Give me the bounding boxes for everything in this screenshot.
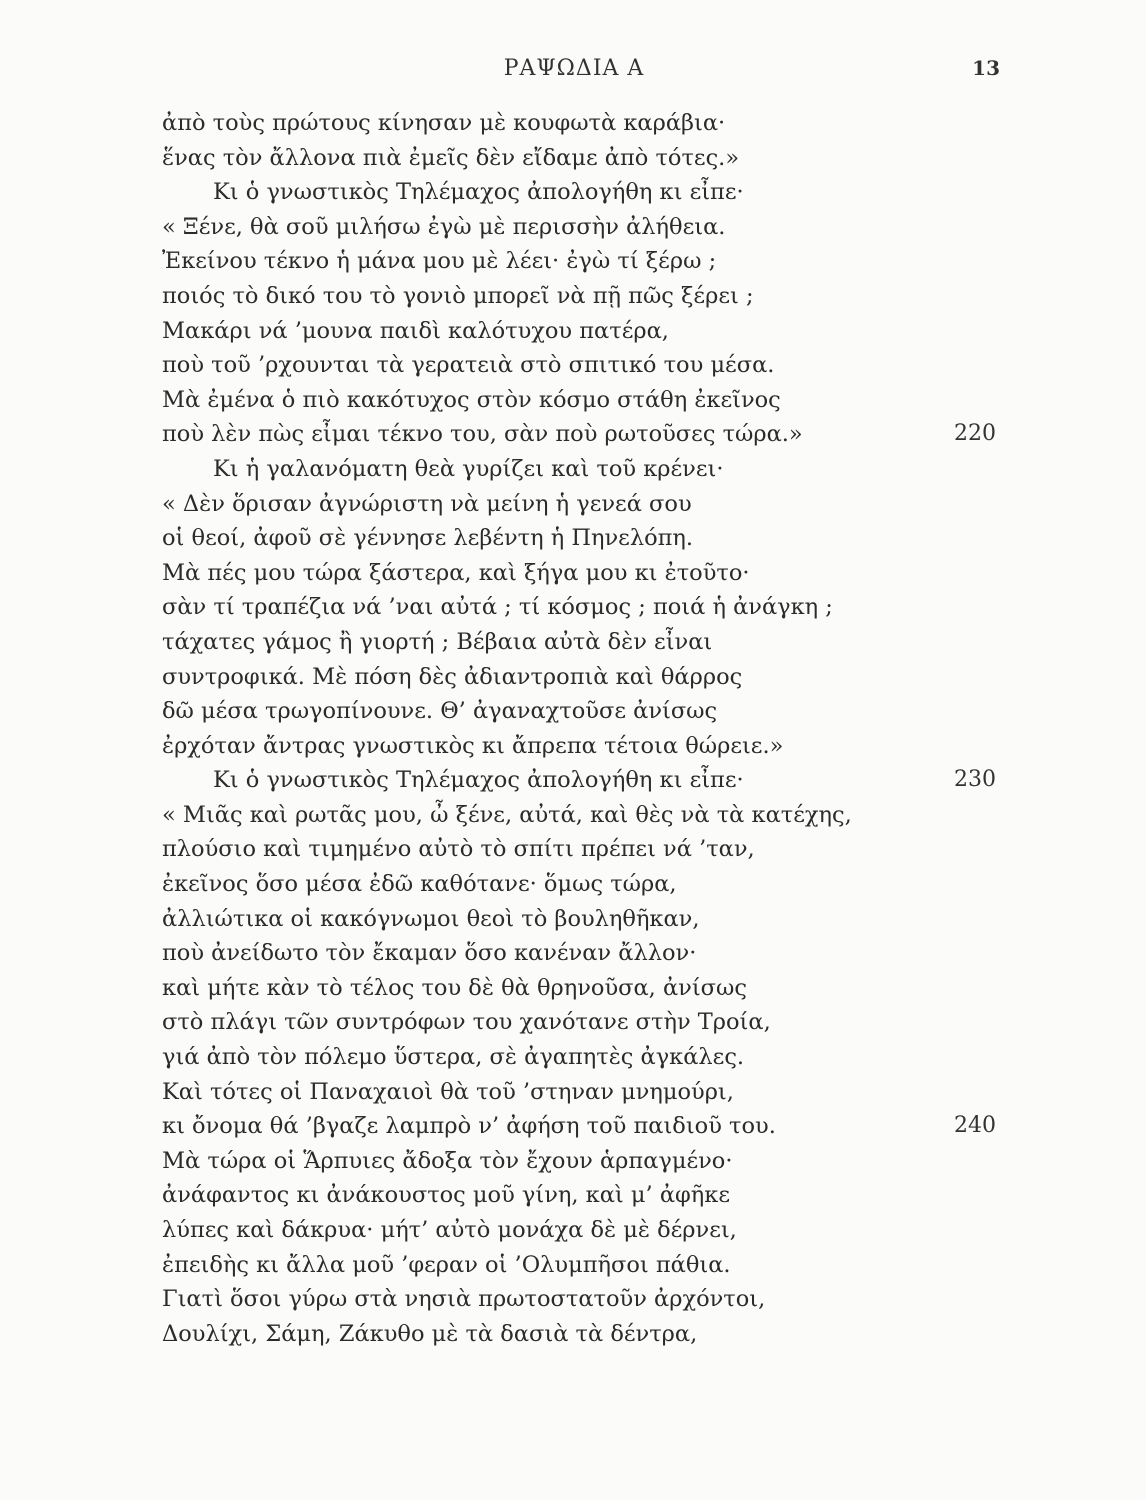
verse-line	[0, 832, 1146, 867]
verse-line	[0, 106, 1146, 141]
verse-text: « Ξένε, θὰ σοῦ μιλήσω ἐγὼ μὲ περισσὴν ἀλήθεια.	[162, 213, 726, 240]
verse-line	[0, 1317, 1146, 1352]
verse-line	[0, 763, 1146, 798]
verse-line	[0, 1075, 1146, 1110]
line-number: 230	[954, 767, 996, 793]
verse-text: ἀνάφαντος κι ἀνάκουστος μοῦ γίνη, καὶ μ’ ἀφῆκε	[162, 1182, 730, 1209]
verse-line	[0, 175, 1146, 210]
verse-text: ποὺ ἀνείδωτο τὸν ἔκαμαν ὅσο κανέναν ἄλλον·	[162, 940, 697, 967]
line-number: 220	[954, 421, 996, 447]
running-title: ΡΑΨΩΔΙΑ Α	[503, 56, 645, 81]
verse-line	[0, 556, 1146, 591]
verse-block	[0, 106, 1146, 1351]
verse-text: Κι ἡ γαλανόματη θεὰ γυρίζει καὶ τοῦ κρένει·	[213, 455, 724, 482]
verse-line	[0, 936, 1146, 971]
verse-text: ἐπειδὴς κι ἄλλα μοῦ ’φεραν οἱ ’Ολυμπῆσοι πάθια.	[162, 1251, 731, 1278]
verse-text: σὰν τί τραπέζια νά ’ναι αὐτά ; τί κόσμος ; ποιά ἡ ἀνάγκη ;	[162, 594, 833, 621]
verse-text: στὸ πλάγι τῶν συντρόφων του χανότανε στὴν Τροία,	[162, 1009, 771, 1036]
verse-line	[0, 1040, 1146, 1075]
verse-text: Μὰ ἐμένα ὁ πιὸ κακότυχος στὸν κόσμο στάθη ἐκεῖνος	[162, 386, 781, 413]
verse-line	[0, 971, 1146, 1006]
verse-line	[0, 694, 1146, 729]
verse-text: « Μιᾶς καὶ ρωτᾶς μου, ὦ ξένε, αὐτά, καὶ θὲς νὰ τὰ κατέχης,	[162, 801, 852, 828]
verse-line	[0, 210, 1146, 245]
verse-line	[0, 487, 1146, 522]
verse-line	[0, 452, 1146, 487]
verse-line	[0, 729, 1146, 764]
verse-text: Κι ὁ γνωστικὸς Τηλέμαχος ἀπολογήθη κι εἶπε·	[213, 179, 744, 206]
verse-line	[0, 867, 1146, 902]
verse-text: Μὰ πές μου τώρα ξάστερα, καὶ ξήγα μου κι ἐτοῦτο·	[162, 559, 750, 586]
verse-text: καὶ μήτε κὰν τὸ τέλος του δὲ θὰ θρηνοῦσα, ἀνίσως	[162, 974, 747, 1001]
verse-line	[0, 660, 1146, 695]
verse-text: γιά ἀπὸ τὸν πόλεμο ὕστερα, σὲ ἀγαπητὲς ἀγκάλες.	[162, 1044, 745, 1071]
verse-text: Καὶ τότες οἱ Παναχαιοὶ θὰ τοῦ ’στηναν μνημούρι,	[162, 1078, 734, 1105]
verse-text: τάχατες γάμος ἢ γιορτή ; Βέβαια αὐτὰ δὲν εἶναι	[162, 628, 713, 655]
verse-text: οἱ θεοί, ἀφοῦ σὲ γέννησε λεβέντη ἡ Πηνελόπη.	[162, 525, 694, 552]
verse-text: ἕνας τὸν ἄλλονα πιὰ ἐμεῖς δὲν εἴδαμε ἀπὸ τότες.»	[162, 144, 740, 171]
verse-text: « Δὲν ὅρισαν ἀγνώριστη νὰ μείνη ἡ γενεά σου	[162, 490, 692, 517]
verse-line	[0, 141, 1146, 176]
verse-text: ἀλλιώτικα οἱ κακόγνωμοι θεοὶ τὸ βουληθῆκαν,	[162, 905, 700, 932]
verse-line	[0, 1005, 1146, 1040]
verse-text: κι ὄνομα θά ’βγαζε λαμπρὸ ν’ ἀφήση τοῦ παιδιοῦ του.	[162, 1113, 776, 1140]
verse-text: Δουλίχι, Σάμη, Ζάκυθο μὲ τὰ δασιὰ τὰ δέντρα,	[162, 1320, 698, 1347]
verse-line	[0, 590, 1146, 625]
line-number: 240	[954, 1113, 996, 1139]
verse-text: ποιός τὸ δικό του τὸ γονιὸ μπορεῖ νὰ πῇ πῶς ξέρει ;	[162, 282, 754, 309]
verse-text: λύπες καὶ δάκρυα· μήτ’ αὐτὸ μονάχα δὲ μὲ δέρνει,	[162, 1217, 737, 1243]
verse-line	[0, 1282, 1146, 1317]
running-head	[0, 54, 1146, 84]
verse-line	[0, 1213, 1146, 1248]
verse-text: Μακάρι νά ’μουνα παιδὶ καλότυχου πατέρα,	[162, 317, 669, 344]
verse-line	[0, 348, 1146, 383]
verse-line	[0, 244, 1146, 279]
verse-text: Ἐκείνου τέκνο ἡ μάνα μου μὲ λέει· ἐγὼ τί ξέρω ;	[162, 248, 717, 275]
verse-line	[0, 902, 1146, 937]
page-number: 13	[972, 56, 1000, 80]
verse-text: συντροφικά. Μὲ πόση δὲς ἀδιαντροπιὰ καὶ θάρρος	[162, 663, 743, 690]
verse-text: Μὰ τώρα οἱ Ἅρπυιες ἄδοξα τὸν ἔχουν ἁρπαγμένο·	[162, 1147, 733, 1174]
verse-text: ἐκεῖνος ὅσο μέσα ἐδῶ καθότανε· ὅμως τώρα,	[162, 871, 677, 898]
verse-line	[0, 625, 1146, 660]
verse-line	[0, 1109, 1146, 1144]
verse-line	[0, 314, 1146, 349]
verse-text: ἐρχόταν ἄντρας γνωστικὸς κι ἄπρεπα τέτοια θώρειε.»	[162, 732, 784, 759]
verse-line	[0, 1178, 1146, 1213]
verse-line	[0, 383, 1146, 418]
verse-text: ἀπὸ τοὺς πρώτους κίνησαν μὲ κουφωτὰ καράβια·	[162, 110, 726, 136]
verse-line	[0, 1144, 1146, 1179]
verse-text: ποὺ τοῦ ’ρχουνται τὰ γερατειὰ στὸ σπιτικό του μέσα.	[162, 352, 775, 379]
verse-line	[0, 798, 1146, 833]
verse-line	[0, 1248, 1146, 1283]
verse-line	[0, 417, 1146, 452]
verse-line	[0, 279, 1146, 314]
verse-text: Κι ὁ γνωστικὸς Τηλέμαχος ἀπολογήθη κι εἶπε·	[213, 767, 744, 794]
verse-text: ποὺ λὲν πὼς εἶμαι τέκνο του, σὰν ποὺ ρωτοῦσες τώρα.»	[162, 421, 803, 448]
verse-text: Γιατὶ ὅσοι γύρω στὰ νησιὰ πρωτοστατοῦν ἀρχόντοι,	[162, 1286, 766, 1313]
verse-line	[0, 521, 1146, 556]
verse-text: δῶ μέσα τρωγοπίνουνε. Θ’ ἀγαναχτοῦσε ἀνίσως	[162, 698, 718, 725]
verse-text: πλούσιο καὶ τιμημένο αὐτὸ τὸ σπίτι πρέπει νά ’ταν,	[162, 836, 755, 863]
